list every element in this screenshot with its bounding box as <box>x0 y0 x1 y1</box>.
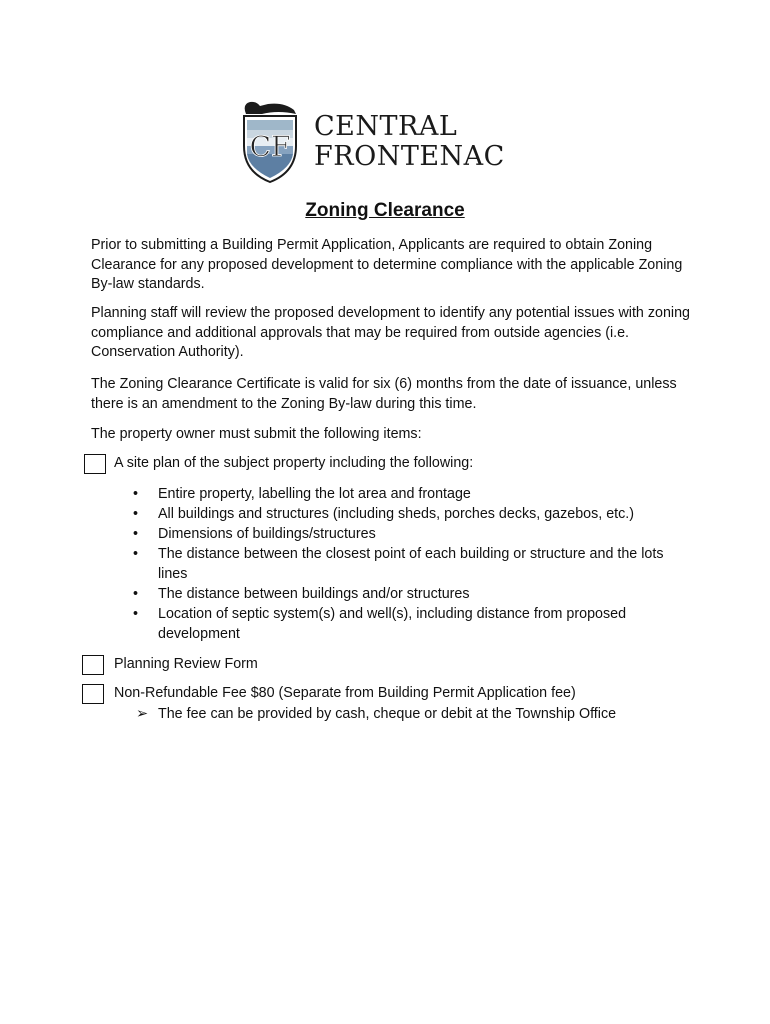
list-item: • All buildings and structures (including sheds, porches decks, gazebos, etc.) <box>133 506 635 522</box>
bullet-icon: • <box>133 606 139 622</box>
requirements-intro: The property owner must submit the following items: <box>91 426 422 442</box>
central-frontenac-logo <box>238 96 508 188</box>
logo-monogram: CF <box>249 130 291 163</box>
list-item: • Location of septic system(s) and well(s), including distance from proposed development <box>133 606 627 642</box>
fee-payment-text: The fee can be provided by cash, cheque or debit at the Township Office <box>158 706 617 722</box>
logo-line-2: FRONTENAC <box>314 141 505 172</box>
arrow-bullet-icon: ➢ <box>136 706 148 722</box>
checklist-item-label: Non-Refundable Fee $80 (Separate from Building Permit Application fee) <box>114 685 576 701</box>
logo-wordmark <box>314 112 505 172</box>
list-item: • The distance between buildings and/or structures <box>133 586 470 602</box>
bullet-icon: • <box>133 586 139 602</box>
list-item: • The distance between the closest point of each building or structure and the lots lines <box>133 546 664 582</box>
checklist-item-label: A site plan of the subject property including the following: <box>114 455 474 471</box>
list-item: • Entire property, labelling the lot area and frontage <box>133 486 471 502</box>
logo-line-1: CENTRAL <box>314 111 458 142</box>
bullet-icon: • <box>133 486 139 502</box>
loon-shield-icon <box>238 96 300 184</box>
site-plan-checkbox[interactable] <box>84 454 106 474</box>
bullet-icon: • <box>133 546 139 562</box>
intro-paragraph: Prior to submitting a Building Permit Application, Applicants are required to obtain Zoning Clearance for any proposed development to determine compliance with the applicable Zoning By-law standards. <box>91 237 683 292</box>
site-plan-requirements-list <box>130 484 690 644</box>
fee-payment-note <box>136 705 616 725</box>
bullet-icon: • <box>133 526 139 542</box>
validity-paragraph: The Zoning Clearance Certificate is valid for six (6) months from the date of issuance, unless there is an amendment to the Zoning By-law during this time. <box>91 376 677 412</box>
fee-checkbox[interactable] <box>82 684 104 704</box>
planning-review-paragraph: Planning staff will review the proposed development to identify any potential issues with zoning compliance and additional approvals that may be required from outside agencies (i.e. Conservation Authority). <box>91 305 690 360</box>
page-title: Zoning Clearance <box>305 200 465 221</box>
checklist-item-label: Planning Review Form <box>114 656 258 672</box>
bullet-icon: • <box>133 506 139 522</box>
planning-review-form-checkbox[interactable] <box>82 655 104 675</box>
list-item: • Dimensions of buildings/structures <box>133 526 376 542</box>
